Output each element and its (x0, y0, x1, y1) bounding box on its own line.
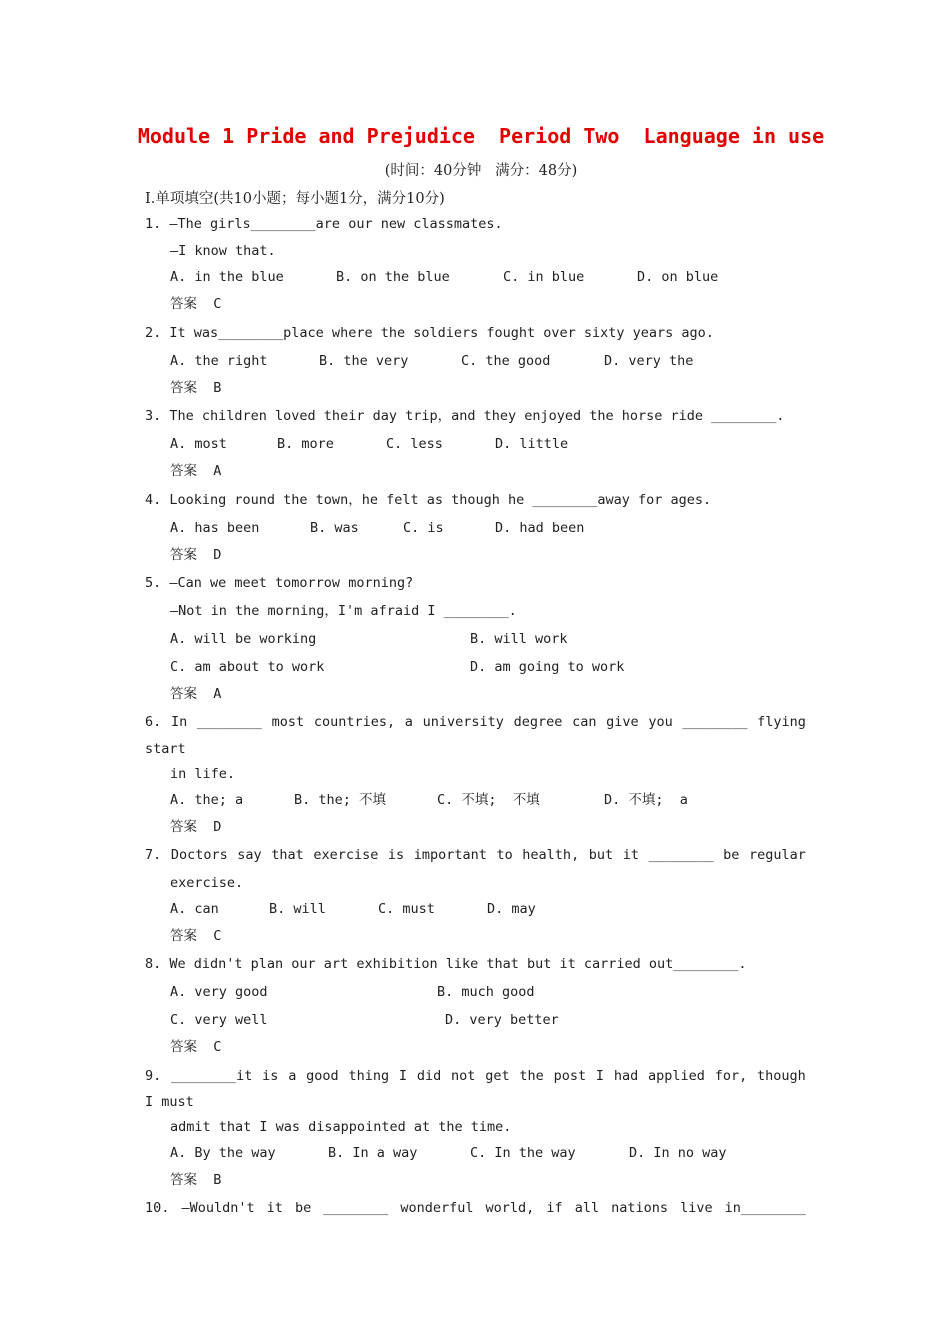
q7-word: say (237, 847, 262, 863)
q9-word: I (398, 1068, 408, 1084)
q6-word: 6. (145, 714, 162, 730)
q8-answer: 答案 C (170, 1039, 222, 1055)
q9-word: post (553, 1068, 587, 1084)
q5-option-b: B. will work (470, 631, 568, 647)
q4-answer: 答案 D (170, 547, 222, 563)
q9-word: 9. (145, 1068, 162, 1084)
q10-word: all (574, 1200, 600, 1216)
q5-answer: 答案 A (170, 686, 222, 702)
q7-word: regular (748, 847, 806, 863)
q3-option-d: D. little (495, 436, 569, 452)
q6-blank: ________ (196, 714, 262, 730)
q6-word: most (271, 714, 305, 730)
q9-word: the (519, 1068, 544, 1084)
q6-blank: ________ (682, 714, 748, 730)
q9-option-a: A. By the way (170, 1145, 276, 1161)
q6-word: university (422, 714, 504, 730)
q8-option-b: B. much good (437, 984, 535, 1000)
q1-option-b: B. on the blue (336, 269, 450, 285)
q7-blank: ________ (648, 847, 714, 863)
q3-answer: 答案 A (170, 463, 222, 479)
q5-stem: 5. —Can we meet tomorrow morning? (145, 575, 414, 591)
q7-answer: 答案 C (170, 928, 222, 944)
q10-stem (145, 1199, 806, 1217)
q9-word: applied (648, 1068, 705, 1084)
q1-reply: —I know that. (170, 243, 276, 259)
q5-option-a: A. will be working (170, 631, 317, 647)
q9-word: I (595, 1068, 605, 1084)
q9-word: though (757, 1068, 806, 1084)
q8-stem: 8. We didn't plan our art exhibition like that but it carried out________. (145, 956, 747, 972)
section-heading: Ⅰ.单项填空(共10小题；每小题1分，满分10分) (145, 191, 445, 207)
q10-word: if (546, 1200, 563, 1216)
q6-option-c: C. 不填; 不填 (437, 792, 540, 808)
q10-word: it (266, 1200, 283, 1216)
q10-word: wonderful (400, 1200, 474, 1216)
document-title: Module 1 Pride and Prejudice Period Two Language in use (137, 124, 825, 148)
q9-word: a (288, 1068, 297, 1084)
q10-word: nations (611, 1200, 669, 1216)
q7-word: is (387, 847, 405, 863)
q6-word: degree (513, 714, 563, 730)
q1-stem: 1. —The girls________are our new classmates. (145, 216, 503, 232)
q10-word: live (680, 1200, 713, 1216)
q7-word: be (723, 847, 740, 863)
q9-word: had (613, 1068, 639, 1084)
q6-word: give (606, 714, 639, 730)
q1-answer: 答案 C (170, 296, 222, 312)
q9-word: for, (714, 1068, 748, 1084)
q7-option-b: B. will (269, 901, 326, 917)
q7-wrap-line: exercise. (170, 875, 244, 891)
q5-reply: —Not in the morning，I'm afraid I ________. (170, 603, 517, 619)
q9-word: thing (348, 1068, 390, 1084)
q6-word: In (170, 714, 188, 730)
q8-option-d: D. very better (445, 1012, 559, 1028)
q10-word: 10. (145, 1200, 170, 1216)
q6-option-a: A. the; a (170, 792, 244, 808)
q2-option-a: A. the right (170, 353, 268, 369)
q10-word: in________ (724, 1200, 806, 1216)
q6-wrap-line: start (145, 741, 186, 757)
q1-option-d: D. on blue (637, 269, 719, 285)
q3-option-a: A. most (170, 436, 227, 452)
q2-option-d: D. very the (604, 353, 694, 369)
q1-option-a: A. in the blue (170, 269, 284, 285)
q10-word: world, (485, 1200, 535, 1216)
q4-option-b: B. was (310, 520, 359, 536)
q3-stem: 3. The children loved their day trip，and they enjoyed the horse ride ________. (145, 408, 785, 424)
q4-option-d: D. had been (495, 520, 585, 536)
q6-word: flying (757, 714, 806, 730)
q5-option-c: C. am about to work (170, 659, 325, 675)
q6-word: countries, (313, 714, 396, 730)
q5-option-d: D. am going to work (470, 659, 625, 675)
q6-option-b: B. the; 不填 (294, 792, 387, 808)
q9-word: did (416, 1068, 442, 1084)
q6-word: a (404, 714, 413, 730)
q6-stem (145, 713, 806, 731)
q9-word: is (262, 1068, 279, 1084)
q6-word: can (572, 714, 597, 730)
q7-word: it (622, 847, 639, 863)
q2-option-c: C. the good (461, 353, 551, 369)
q7-word: important (413, 847, 487, 863)
q9-wrap-line: I must (145, 1094, 194, 1110)
q3-option-c: C. less (386, 436, 443, 452)
q6-option-d: D. 不填; a (604, 792, 688, 808)
q7-word: 7. (145, 847, 162, 863)
q9-option-b: B. In a way (328, 1145, 418, 1161)
q7-stem (145, 846, 806, 864)
q4-stem: 4. Looking round the town，he felt as though he ________away for ages. (145, 492, 712, 508)
q9-wrap-line: admit that I was disappointed at the time. (170, 1119, 512, 1135)
q7-word: health, (522, 847, 580, 863)
q9-word: not (451, 1068, 476, 1084)
q4-option-a: A. has been (170, 520, 260, 536)
q10-word: —Wouldn't (181, 1200, 255, 1216)
q7-word: exercise (313, 847, 379, 863)
q7-word: Doctors (170, 847, 228, 863)
q9-answer: 答案 B (170, 1172, 222, 1188)
q6-word: you (648, 714, 673, 730)
q7-option-a: A. can (170, 901, 219, 917)
q7-word: to (496, 847, 513, 863)
q7-word: but (588, 847, 614, 863)
q9-stem (145, 1067, 806, 1085)
q6-wrap-line: in life. (170, 766, 236, 782)
q9-word: ________it (171, 1068, 253, 1084)
q9-option-c: C. In the way (470, 1145, 576, 1161)
q7-option-c: C. must (378, 901, 435, 917)
q6-answer: 答案 D (170, 819, 222, 835)
q8-option-c: C. very well (170, 1012, 268, 1028)
q2-answer: 答案 B (170, 380, 222, 396)
q1-option-c: C. in blue (503, 269, 585, 285)
q4-option-c: C. is (403, 520, 444, 536)
q2-option-b: B. the very (319, 353, 409, 369)
q10-word: be (294, 1200, 312, 1216)
q9-word: get (485, 1068, 510, 1084)
q2-stem: 2. It was________place where the soldiers fought over sixty years ago. (145, 325, 714, 341)
q9-option-d: D. In no way (629, 1145, 727, 1161)
q7-word: that (271, 847, 304, 863)
q10-blank: ________ (323, 1200, 389, 1216)
document-subtitle: (时间：40分钟 满分：48分) (384, 163, 578, 179)
q3-option-b: B. more (277, 436, 334, 452)
q7-option-d: D. may (487, 901, 536, 917)
q8-option-a: A. very good (170, 984, 268, 1000)
q9-word: good (306, 1068, 339, 1084)
